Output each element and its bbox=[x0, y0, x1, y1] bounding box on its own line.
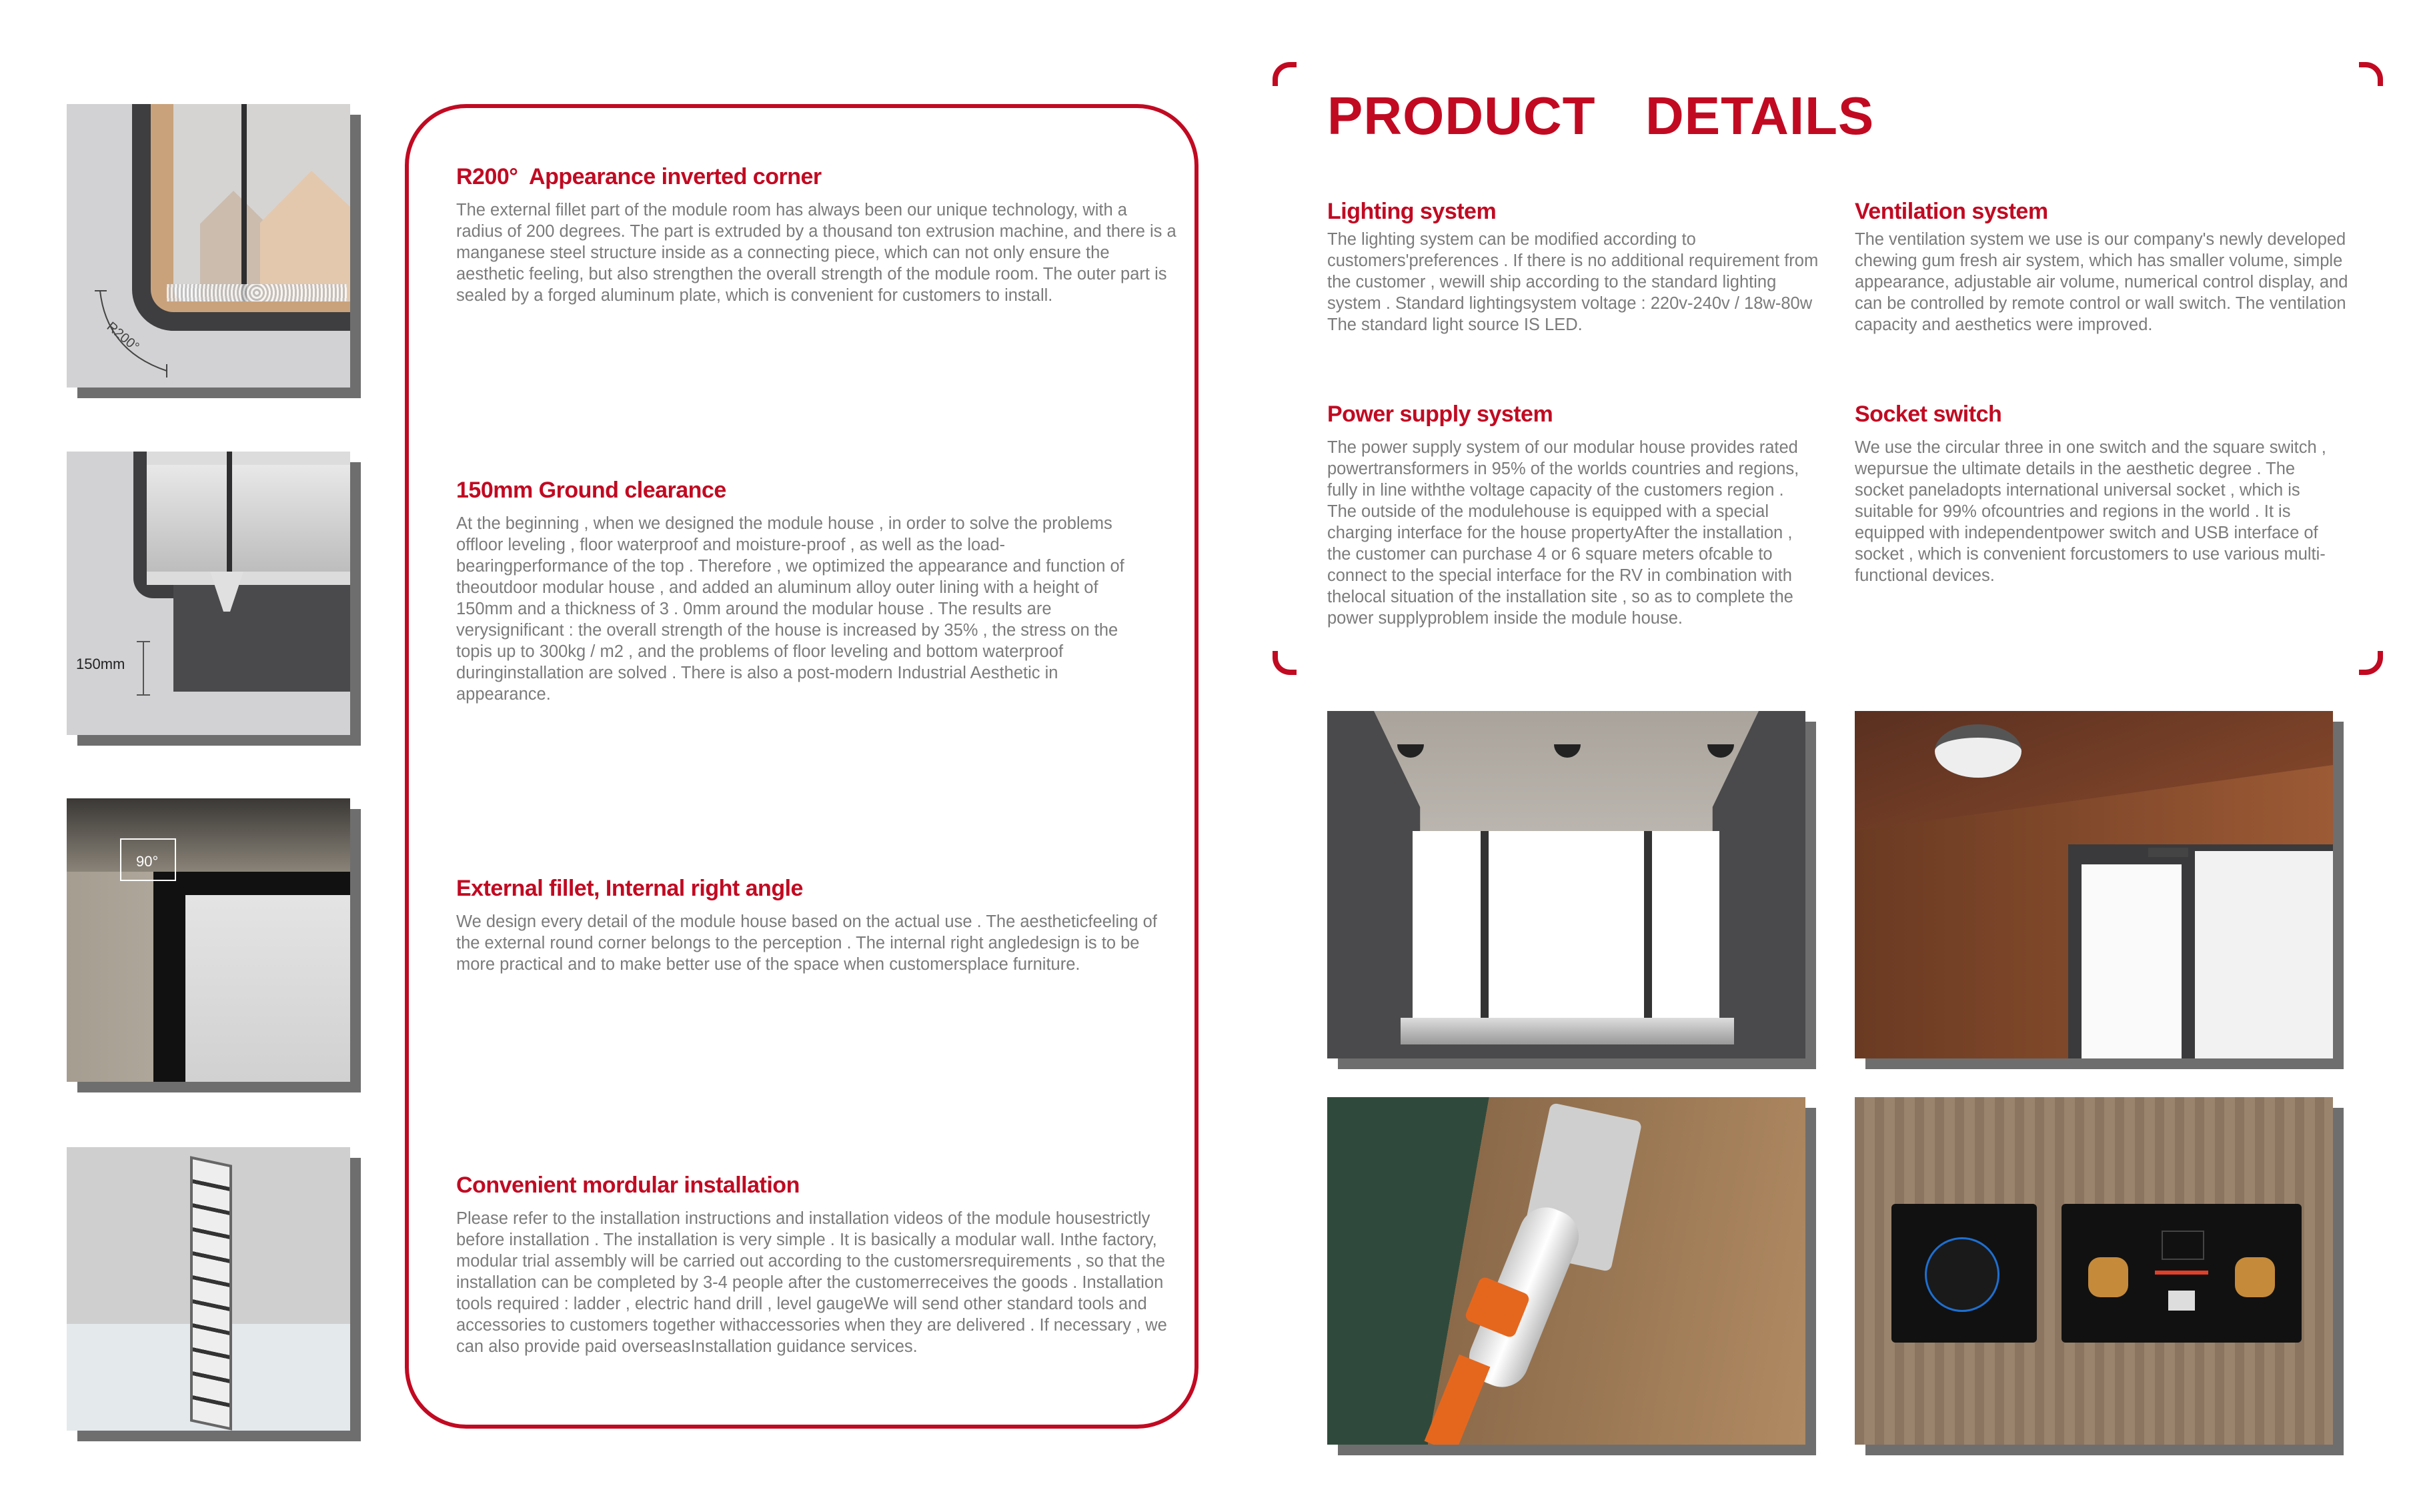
detail-lighting bbox=[1327, 199, 1821, 335]
corner-bracket-icon bbox=[1273, 651, 1297, 675]
right-angle-image bbox=[67, 798, 350, 1082]
detail-body: The lighting system can be modified according to customers'preferences . If there is no additional requirement from the customer , wewill ship according to the standard lighting system . Standard lightingsystem voltage : 220v-240v / 18w-80w The standard light source IS LED. bbox=[1327, 230, 1819, 334]
ground-clearance-image bbox=[67, 452, 350, 735]
ground-clearance-photo bbox=[67, 452, 350, 735]
switch-panel bbox=[1891, 1204, 2037, 1343]
detail-body: The power supply system of our modular house provides rated powertransformers in 95% of the worlds countries and regions, fully in line withthe voltage capacity of the customers region . The outside of the modulehouse is equipped with a special charging interface for the house propertyAfter the installation , the customer can purchase 4 or 6 square meters ofcable to connect to the special interface for the RV in combination with thelocal situation of the installation site , so as to complete the power supplyproblem inside the module house. bbox=[1327, 438, 1799, 628]
feature-title: 150mm Ground clearance bbox=[456, 478, 726, 503]
ventilation-photo bbox=[1855, 711, 2333, 1058]
detail-body: We use the circular three in one switch and the square switch , wepursue the ultimate details in the aesthetic degree . The socket paneladopts international universal socket , which is suitable for 99% ofcountries and regions in the world . It is equipped with independentpower switch and USB interface of socket , which is convenient forcustomers to use various multi-functional devices. bbox=[1855, 438, 2326, 585]
radius-dimension-icon bbox=[87, 284, 187, 384]
power-supply-photo bbox=[1327, 1097, 1805, 1445]
right-angle-photo bbox=[67, 798, 350, 1082]
modular-wall-photo bbox=[67, 1147, 350, 1431]
feature-body: Please refer to the installation instructions and installation videos of the module housestrictly before installation . The installation is very simple . It is basically a modular wall. Inthe factory, modular trial assembly will be carried out according to the customersrequirements , so that the installation can be completed by 3-4 people after the customerreceives the goods . Installation tools required : ladder , electric hand drill , level gaugeWe will send other standard tools and accessories to customers together withaccessories when they are delivered . If necessary , we can also provide paid overseasInstallation guidance services. bbox=[456, 1209, 1167, 1356]
r200-corner-photo bbox=[67, 104, 350, 388]
detail-body: The ventilation system we use is our company's newly developed chewing gum fresh air system, which has smaller volume, simple appearance, adjustable air volume, numerical control display, and can be controlled by remote control or wall switch. The ventilation capacity and aesthetics were improved. bbox=[1855, 230, 2348, 334]
lighting-photo bbox=[1327, 711, 1805, 1058]
socket-switch-photo bbox=[1855, 1097, 2333, 1445]
socket-panel bbox=[2062, 1204, 2302, 1343]
modular-wall-image bbox=[67, 1147, 350, 1431]
detail-ventilation bbox=[1855, 199, 2348, 335]
detail-title: Socket switch bbox=[1855, 402, 2002, 427]
radius-label: R200° bbox=[103, 319, 142, 355]
detail-title: Lighting system bbox=[1327, 199, 1497, 224]
feature-body: We design every detail of the module house based on the actual use . The aestheticfeeling of the external round corner belongs to the perception . The internal right angledesign is to be more practical and to make better use of the space when customersplace furniture. bbox=[456, 912, 1157, 974]
detail-power bbox=[1327, 402, 1814, 629]
socket-switch-image bbox=[1855, 1097, 2333, 1445]
lighting-room-image bbox=[1327, 711, 1805, 1058]
r200-corner-image bbox=[67, 104, 350, 388]
feature-title: R200° Appearance inverted corner bbox=[456, 164, 822, 189]
feature-body: The external fillet part of the module room has always been our unique technology, with a radius of 200 degrees. The part is extruded by a thousand ton extrusion machine, and there is a manganese steel structure inside as a connecting piece, which can not only ensure the aesthetic feeling, but also strengthen the overall strength of the module room. The outer part is sealed by a forged aluminum plate, which is convenient for customers to install. bbox=[456, 201, 1176, 305]
height-dimension-icon bbox=[133, 638, 153, 705]
detail-socket bbox=[1855, 402, 2348, 586]
clearance-label: 150mm bbox=[76, 656, 125, 672]
detail-title: Ventilation system bbox=[1855, 199, 2048, 224]
corner-bracket-icon bbox=[1273, 62, 1297, 86]
page-title: PRODUCT DETAILS bbox=[1327, 86, 1875, 145]
feature-title: External fillet, Internal right angle bbox=[456, 876, 803, 901]
feature-r200 bbox=[456, 164, 1176, 306]
feature-ground-clearance bbox=[456, 478, 1143, 705]
corner-bracket-icon bbox=[2359, 651, 2383, 675]
feature-title: Convenient mordular installation bbox=[456, 1173, 800, 1198]
power-plug-image bbox=[1327, 1097, 1805, 1445]
detail-title: Power supply system bbox=[1327, 402, 1553, 427]
feature-installation bbox=[456, 1173, 1176, 1357]
angle-label: 90° bbox=[136, 853, 159, 870]
feature-fillet-angle bbox=[456, 876, 1176, 975]
corner-bracket-icon bbox=[2359, 62, 2383, 86]
feature-body: At the beginning , when we designed the module house , in order to solve the problems offloor leveling , floor waterproof and moisture-proof , as well as the load-bearingperformance of the top . Therefore , we optimized the appearance and function of theoutdoor modular house , and added an aluminum alloy outer lining with a height of 150mm and a thickness of 3 . 0mm around the modular house . The results are verysignificant : the overall strength of the house is increased by 35% , the stress on the topis up to 300kg / m2 , and the problems of floor leveling and bottom waterproof duringinstallation are solved . There is also a post-modern Industrial Aesthetic in appearance. bbox=[456, 514, 1124, 704]
ventilation-room-image bbox=[1855, 711, 2333, 1058]
